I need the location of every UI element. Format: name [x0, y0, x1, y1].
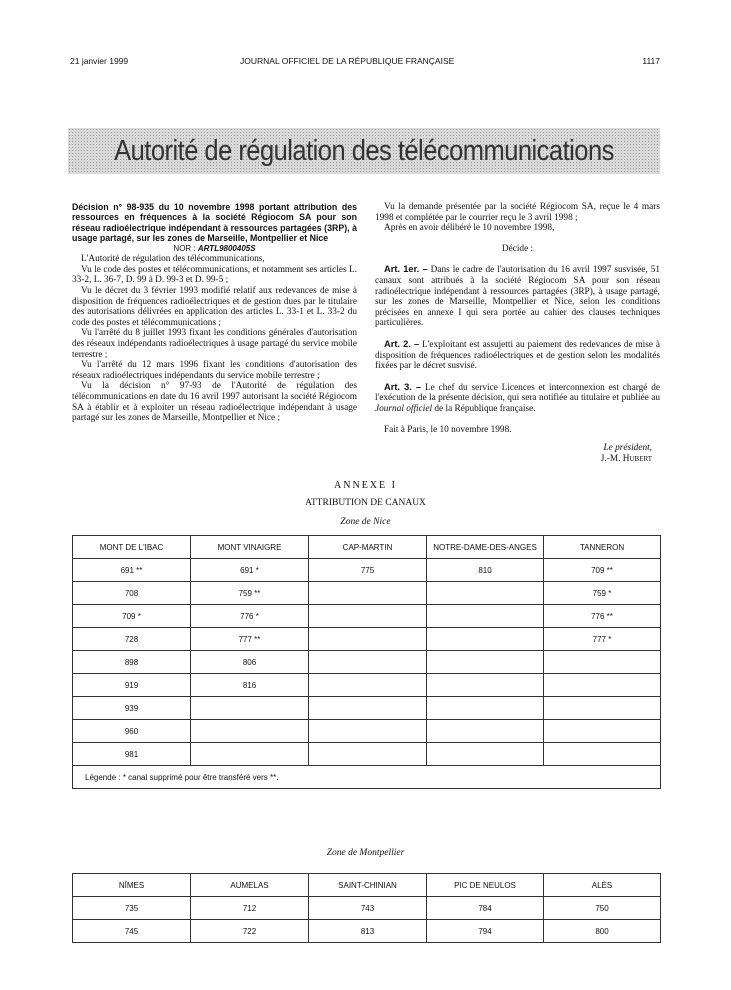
- table-cell: [309, 651, 427, 674]
- table-cell: [427, 743, 544, 766]
- banner-title: Autorité de régulation des télécommunications: [114, 135, 614, 167]
- article-3-text: Le chef du service Licences et interconnexion est chargé de l'exécution de la présente décision, qui sera notifiée au titulaire et publiée au: [375, 382, 660, 404]
- table-cell: 939: [73, 697, 191, 720]
- table-cell: [191, 697, 309, 720]
- zone-montpellier-heading: Zone de Montpellier: [326, 848, 405, 858]
- visa-arrete-1993: Vu l'arrêté du 8 juillet 1993 fixant les conditions générales d'autorisation des réseaux indépendants radioélectriques à usage partagé du service mobile terrestre ;: [72, 328, 357, 360]
- table-cell: 898: [73, 651, 191, 674]
- table-cell: [309, 605, 427, 628]
- table-cell: 728: [73, 628, 191, 651]
- table-row: [73, 582, 661, 605]
- article-1-text: Dans le cadre de l'autorisation du 16 avril 1997 susvisée, 51 canaux sont attribués à la société Régiocom SA pour son réseau radioélectrique indépendant à ressources partagées (3RP), à usage partagé, sur les zones de Marseille, Montpellier et Nice, selon les conditions précisées en annexe I qui sera portée au cahier des clauses techniques particulières.: [375, 265, 660, 329]
- table-cell: 759 **: [191, 582, 309, 605]
- table-zone-montpellier: [72, 873, 661, 943]
- table-cell: 775: [309, 559, 427, 582]
- table-cell: [427, 651, 544, 674]
- column-header: PIC DE NEULOS: [427, 874, 544, 897]
- table-cell: [544, 651, 661, 674]
- table-legend-row: [73, 766, 661, 789]
- table-row: [73, 605, 661, 628]
- table-row: [73, 559, 661, 582]
- column-header: AUMELAS: [191, 874, 309, 897]
- table-row: [73, 651, 661, 674]
- table-cell: 745: [73, 920, 191, 943]
- signature-place-date: Fait à Paris, le 10 novembre 1998.: [384, 424, 512, 435]
- column-header: MONT DE L'IBAC: [73, 536, 191, 559]
- annexe-title: ANNEXE I: [334, 480, 397, 491]
- table-cell: [544, 743, 661, 766]
- table-cell: 776 *: [191, 605, 309, 628]
- nor-label: NOR :: [173, 243, 196, 253]
- article-2-label: Art. 2. –: [384, 338, 420, 349]
- column-header: MONT VINAIGRE: [191, 536, 309, 559]
- table-cell: 759 *: [544, 582, 661, 605]
- table-header-row: [73, 536, 661, 559]
- table-cell: [544, 697, 661, 720]
- table-row: [73, 743, 661, 766]
- table-cell: 816: [191, 674, 309, 697]
- table-row: [73, 920, 661, 943]
- right-column: [375, 202, 660, 464]
- header-page-number: 1117: [642, 56, 660, 66]
- table-cell: 708: [73, 582, 191, 605]
- table-cell: 691 *: [191, 559, 309, 582]
- column-header: ALÈS: [544, 874, 661, 897]
- running-header: [70, 56, 660, 70]
- decision-title: Décision n° 98-935 du 10 novembre 1998 portant attribution des ressources en fréquences à la société Régiocom SA pour son réseau radioélectrique indépendant à ressources partagées (3RP), à usage partagé, sur les zones de Marseille, Montpellier et Nice: [72, 202, 357, 244]
- table-cell: [191, 720, 309, 743]
- column-header: TANNERON: [544, 536, 661, 559]
- table-cell: [544, 720, 661, 743]
- table-cell: 960: [73, 720, 191, 743]
- table-cell: 709 *: [73, 605, 191, 628]
- column-header: SAINT-CHINIAN: [309, 874, 427, 897]
- table-cell: 981: [73, 743, 191, 766]
- table-cell: [427, 628, 544, 651]
- article-3-text-end: de la République française.: [434, 403, 536, 414]
- article-1-label: Art. 1er. –: [384, 264, 428, 275]
- table-cell: 919: [73, 674, 191, 697]
- table-cell: [544, 674, 661, 697]
- table-cell: 800: [544, 920, 661, 943]
- annexe-subtitle: ATTRIBUTION DE CANAUX: [305, 498, 426, 508]
- article-2-text: L'exploitant est assujetti au paiement des redevances de mise à disposition de fréquences radioélectriques et de gestion selon les modalités fixées par le décret susvisé.: [375, 339, 660, 372]
- section-banner: [68, 128, 660, 174]
- table-cell: [427, 697, 544, 720]
- article-3-journal-italic: Journal officiel: [375, 403, 433, 414]
- column-header: CAP-MARTIN: [309, 536, 427, 559]
- decide-heading: Décide :: [501, 243, 534, 254]
- column-header: NÎMES: [73, 874, 191, 897]
- table-cell: [309, 720, 427, 743]
- left-column: [72, 202, 357, 424]
- table-cell: 750: [544, 897, 661, 920]
- article-3: [375, 382, 660, 415]
- article-1: [375, 264, 660, 329]
- table-cell: 777 *: [544, 628, 661, 651]
- table-row: [73, 697, 661, 720]
- table-cell: 784: [427, 897, 544, 920]
- table-cell: 777 **: [191, 628, 309, 651]
- visa-decret-1993: Vu le décret du 3 février 1993 modifié relatif aux redevances de mise à disposition de fréquences radioélectriques et de gestion dues par le titulaire des autorisations délivrées en application des articles L. 33-1 et L. 33-2 du code des postes et télécommunications ;: [72, 286, 357, 328]
- table-cell: 722: [191, 920, 309, 943]
- nor-reference: [72, 244, 357, 255]
- table-cell: [427, 720, 544, 743]
- table-cell: 813: [309, 920, 427, 943]
- table-cell: 709 **: [544, 559, 661, 582]
- article-2: [375, 339, 660, 372]
- table-cell: [309, 743, 427, 766]
- header-journal-title: JOURNAL OFFICIEL DE LA RÉPUBLIQUE FRANÇAISE: [240, 56, 455, 66]
- table-cell: 794: [427, 920, 544, 943]
- table-cell: 735: [73, 897, 191, 920]
- zone-nice-heading: Zone de Nice: [340, 517, 391, 527]
- table-row: [73, 628, 661, 651]
- table-cell: [427, 582, 544, 605]
- table-row: [73, 674, 661, 697]
- visa-decision-97-93: Vu la décision n° 97-93 de l'Autorité de régulation des télécommunications en date du 16 avril 1997 autorisant la société Régiocom SA à établir et à exploiter un réseau radioélectrique indépendant à usage partagé sur les zones de Marseille, Montpellier et Nice ;: [72, 381, 357, 424]
- table-cell: [427, 674, 544, 697]
- table-header-row: [73, 874, 661, 897]
- signer-title: [375, 443, 660, 454]
- nor-value: ARTL9800405S: [197, 243, 256, 253]
- table-cell: [309, 697, 427, 720]
- visa-demande: Vu la demande présentée par la société Régiocom SA, reçue le 4 mars 1998 et complétée par le courrier reçu le 3 avril 1998 ;: [375, 202, 660, 223]
- table-cell: 776 **: [544, 605, 661, 628]
- table-cell: [309, 628, 427, 651]
- table-cell: 712: [191, 897, 309, 920]
- column-header: NOTRE-DAME-DES-ANGES: [427, 536, 544, 559]
- table-cell: [309, 674, 427, 697]
- table-cell: 691 **: [73, 559, 191, 582]
- signer-name: J.-M. Hubert: [600, 453, 652, 464]
- table-legend: Légende : * canal supprimé pour être transféré vers **.: [73, 766, 661, 789]
- table-row: [73, 897, 661, 920]
- visa-arrete-1996: Vu l'arrêté du 12 mars 1996 fixant les conditions d'autorisation des réseaux radioélectriques indépendants du service mobile terrestre ;: [72, 360, 357, 381]
- deliberation: Après en avoir délibéré le 10 novembre 1998,: [384, 223, 555, 234]
- article-3-label: Art. 3. –: [384, 381, 422, 392]
- table-zone-nice: [72, 535, 661, 789]
- header-date: 21 janvier 1999: [70, 56, 129, 66]
- table-row: [73, 720, 661, 743]
- table-cell: 806: [191, 651, 309, 674]
- table-cell: [309, 582, 427, 605]
- preamble-authority: L'Autorité de régulation des télécommunications,: [81, 254, 265, 265]
- visa-code-postes: Vu le code des postes et télécommunications, et notamment ses articles L. 33-2, L. 36-7, D. 99 à D. 99-3 et D. 99-5 ;: [72, 264, 357, 286]
- table-cell: [191, 743, 309, 766]
- table-cell: 743: [309, 897, 427, 920]
- table-cell: 810: [427, 559, 544, 582]
- signer-title-text: Le président,: [603, 443, 652, 454]
- table-cell: [427, 605, 544, 628]
